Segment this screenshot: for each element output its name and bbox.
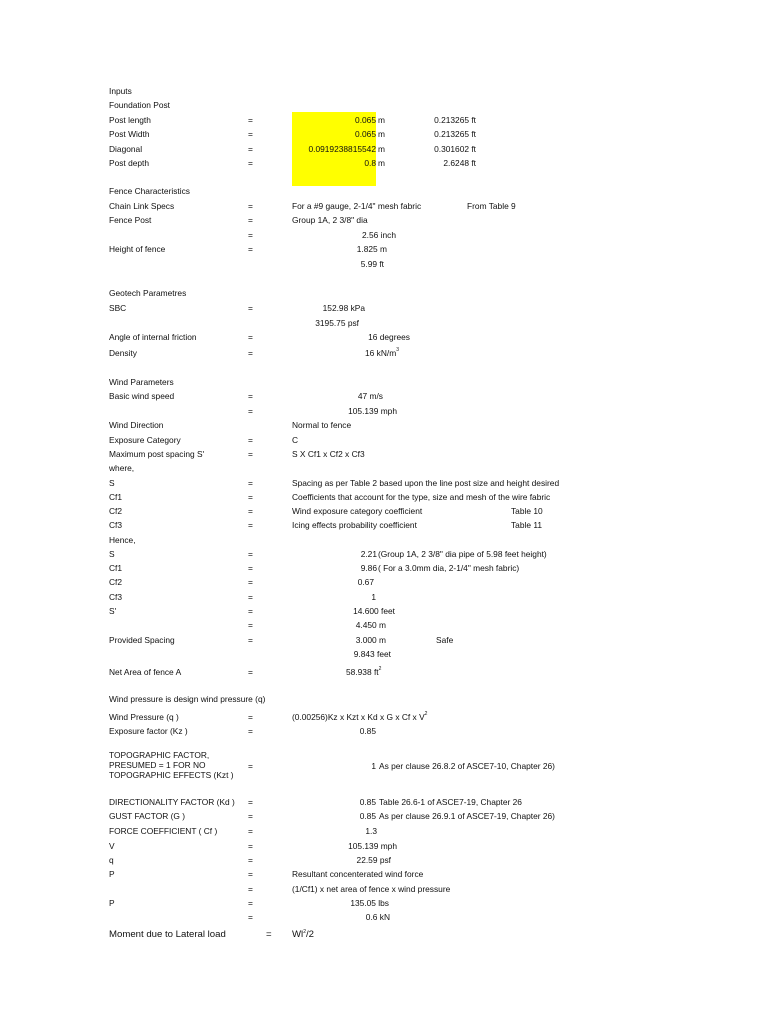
label-post-width: Post Width [109, 129, 150, 139]
label-cf3: Cf3 [109, 520, 123, 530]
value-density: 16 $kN/m^3$ [365, 347, 399, 358]
equals-sign: = [248, 667, 253, 677]
equals-sign: = [248, 506, 253, 516]
value-wind-speed-mph: 105.139 mph [348, 406, 397, 416]
label-p: P [109, 869, 115, 879]
note-kd: Table 26.6-1 of ASCE7-19, Chapter 26 [379, 797, 522, 807]
equals-sign: = [248, 244, 253, 254]
equals-sign: = [248, 158, 253, 168]
text-where: where, [109, 463, 135, 473]
equals-sign: = [248, 129, 253, 139]
ref-cf3: Table 11 [511, 520, 543, 530]
value-moment-formula: Wl$^2$/2 [292, 929, 314, 940]
equals-sign: = [248, 797, 253, 807]
value-diagonal: 0.0919238815542 [308, 144, 376, 154]
value-kd: 0.85 [359, 797, 376, 807]
label-cf1: Cf1 [109, 492, 123, 502]
value-q: 22.59 psf [356, 855, 391, 865]
equals-sign: = [248, 577, 253, 587]
label-angle-friction: Angle of internal friction [109, 332, 197, 342]
label-sbc: SBC [109, 303, 127, 313]
value-wind-pressure-formula: (0.00256)Kz x Kzt x Kd x G x Cf x $V^2$ [292, 711, 428, 722]
label-moment-lateral-load: Moment due to Lateral load [109, 929, 226, 940]
value-kz: 0.85 [359, 726, 376, 736]
value-post-length-ft: 0.213265 ft [434, 115, 476, 125]
ref-cf2: Table 10 [511, 506, 543, 516]
value-net-area: 58.938 $ft^2$ [346, 666, 382, 677]
equals-sign: = [248, 332, 253, 342]
value-post-length: 0.065 [355, 115, 376, 125]
label-v: V [109, 841, 115, 851]
label-q: q [109, 855, 114, 865]
value-s: 2.21 [360, 549, 377, 559]
desc-cf3: Icing effects probability coefficient [292, 520, 417, 530]
ref-chain-link: From Table 9 [467, 201, 516, 211]
value-fence-post: Group 1A, 2 3/8" dia [292, 215, 368, 225]
value-angle-friction: 16 degrees [368, 332, 410, 342]
value-p-lbs: 135.05 lbs [350, 898, 389, 908]
unit: m [378, 129, 385, 139]
value-chain-link: For a #9 gauge, 2-1/4" mesh fabric [292, 201, 422, 211]
value-sbc-kpa: 152.98 kPa [322, 303, 365, 313]
heading-foundation-post: Foundation Post [109, 100, 170, 110]
desc-s: Spacing as per Table 2 based upon the line post size and height desired [292, 478, 560, 488]
label-post-length: Post length [109, 115, 151, 125]
label-exposure-factor: Exposure factor (Kz ) [109, 726, 188, 736]
label-s-value: S [109, 549, 115, 559]
equals-sign: = [248, 478, 253, 488]
label-chain-link: Chain Link Specs [109, 201, 175, 211]
equals-sign: = [248, 406, 253, 416]
unit: m [378, 144, 385, 154]
note-s: (Group 1A, 2 3/8" dia pipe of 5.98 feet height) [378, 549, 547, 559]
equals-sign: = [248, 811, 253, 821]
label-post-depth: Post depth [109, 158, 150, 168]
label-s: S [109, 478, 115, 488]
value-v: 105.139 mph [348, 841, 397, 851]
note-g: As per clause 26.9.1 of ASCE7-19, Chapter 26) [379, 811, 555, 821]
value-post-width: 0.065 [355, 129, 376, 139]
value-post-depth-ft: 2.6248 ft [443, 158, 476, 168]
label-wind-pressure: Wind Pressure (q ) [109, 712, 179, 722]
value-cf: 1.3 [365, 826, 377, 836]
desc-cf1: Coefficients that account for the type, size and mesh of the wire fabric [292, 492, 551, 502]
value-post-depth: 0.8 [364, 158, 376, 168]
value-provided-feet: 9.843 feet [353, 649, 391, 659]
equals-sign: = [248, 726, 253, 736]
label-exposure-category: Exposure Category [109, 435, 181, 445]
unit: m [378, 158, 385, 168]
text-hence: Hence, [109, 535, 136, 545]
heading-fence-characteristics: Fence Characteristics [109, 186, 190, 196]
equals-sign: = [248, 435, 253, 445]
label-topo-line1: TOPOGRAPHIC FACTOR, [109, 750, 210, 760]
note-kzt: As per clause 26.8.2 of ASCE7-10, Chapter 26) [379, 761, 555, 771]
equals-sign: = [248, 144, 253, 154]
unit: m [378, 115, 385, 125]
label-diagonal: Diagonal [109, 144, 143, 154]
equals-sign: = [248, 201, 253, 211]
value-sbc-psf: 3195.75 psf [315, 318, 359, 328]
label-density: Density [109, 348, 137, 358]
label-p-value: P [109, 898, 115, 908]
label-basic-wind-speed: Basic wind speed [109, 391, 175, 401]
equals-sign: = [248, 606, 253, 616]
label-wind-direction: Wind Direction [109, 420, 164, 430]
label-max-post-spacing: Maximum post spacing S' [109, 449, 205, 459]
equals-sign: = [248, 230, 253, 240]
label-force-coefficient: FORCE COEFFICIENT ( Cf ) [109, 826, 218, 836]
equals-sign: = [248, 912, 253, 922]
formula-p: (1/Cf1) x net area of fence x wind pressure [292, 884, 451, 894]
equals-sign: = [248, 620, 253, 630]
equals-sign: = [248, 712, 253, 722]
value-cf1: 9.86 [360, 563, 377, 573]
heading-geotech: Geotech Parametres [109, 288, 187, 298]
equals-sign: = [248, 449, 253, 459]
label-provided-spacing: Provided Spacing [109, 635, 175, 645]
value-kzt: 1 [371, 761, 376, 771]
value-exposure-category: C [292, 435, 299, 445]
equals-sign: = [266, 929, 272, 940]
label-height-of-fence: Height of fence [109, 244, 166, 254]
equals-sign: = [248, 215, 253, 225]
note-cf1: ( For a 3.0mm dia, 2-1/4" mesh fabric) [378, 563, 520, 573]
equals-sign: = [248, 826, 253, 836]
label-fence-post: Fence Post [109, 215, 152, 225]
equals-sign: = [248, 869, 253, 879]
value-height-m: 1.825 m [356, 244, 387, 254]
value-s-prime-feet: 14.600 feet [353, 606, 395, 616]
value-p-kn: 0.6 kN [365, 912, 390, 922]
equals-sign: = [248, 592, 253, 602]
value-provided-m: 3.000 m [355, 635, 386, 645]
equals-sign: = [248, 884, 253, 894]
label-cf2: Cf2 [109, 506, 123, 516]
value-cf2: 0.67 [357, 577, 374, 587]
label-cf3-value: Cf3 [109, 592, 123, 602]
value-g: 0.85 [359, 811, 376, 821]
label-topo-line3: TOPOGRAPHIC EFFECTS (Kzt ) [109, 770, 234, 780]
label-cf1-value: Cf1 [109, 563, 123, 573]
equals-sign: = [248, 492, 253, 502]
label-gust-factor: GUST FACTOR (G ) [109, 811, 185, 821]
equals-sign: = [248, 115, 253, 125]
equals-sign: = [248, 635, 253, 645]
equals-sign: = [248, 898, 253, 908]
text-wind-pressure-intro: Wind pressure is design wind pressure (q) [109, 694, 266, 704]
value-diagonal-ft: 0.301602 ft [434, 144, 476, 154]
value-cf3: 1 [371, 592, 376, 602]
desc-cf2: Wind exposure category coefficient [292, 506, 423, 516]
equals-sign: = [248, 303, 253, 313]
equals-sign: = [248, 520, 253, 530]
heading-inputs: Inputs [109, 86, 132, 96]
equals-sign: = [248, 563, 253, 573]
equals-sign: = [248, 348, 253, 358]
label-cf2-value: Cf2 [109, 577, 123, 587]
value-height-ft: 5.99 ft [360, 259, 384, 269]
equals-sign: = [248, 391, 253, 401]
equals-sign: = [248, 855, 253, 865]
equals-sign: = [248, 841, 253, 851]
label-kd: DIRECTIONALITY FACTOR (Kd ) [109, 797, 235, 807]
label-s-prime: S' [109, 606, 117, 616]
heading-wind-parameters: Wind Parameters [109, 377, 174, 387]
status-safe: Safe [436, 635, 454, 645]
value-post-width-ft: 0.213265 ft [434, 129, 476, 139]
label-net-area: Net Area of fence A [109, 667, 182, 677]
equals-sign: = [248, 549, 253, 559]
value-s-prime-m: 4.450 m [355, 620, 386, 630]
value-fence-post-inch: 2.56 inch [362, 230, 396, 240]
value-spacing-formula: S X Cf1 x Cf2 x Cf3 [292, 449, 365, 459]
value-wind-direction: Normal to fence [292, 420, 352, 430]
label-topo-line2: PRESUMED = 1 FOR NO [109, 760, 206, 770]
desc-p: Resultant concenterated wind force [292, 869, 424, 879]
value-wind-speed-ms: 47 m/s [357, 391, 383, 401]
equals-sign: = [248, 761, 253, 771]
